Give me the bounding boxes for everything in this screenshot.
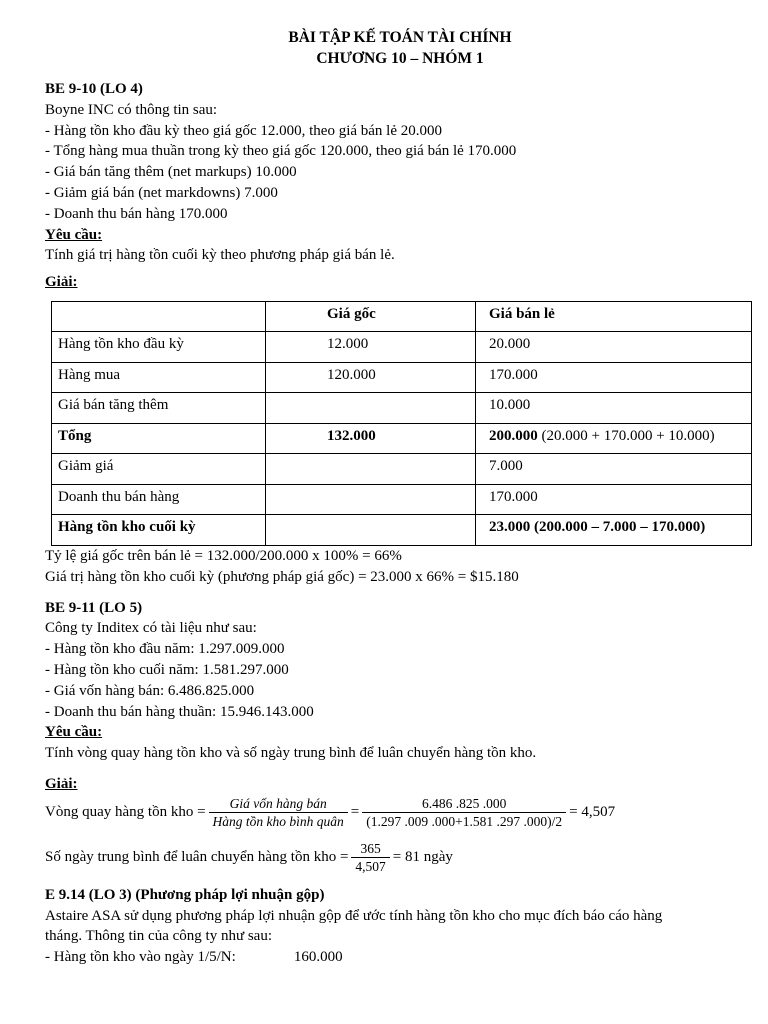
formula-lhs: Vòng quay hàng tồn kho = — [45, 803, 206, 820]
row-retail: 7.000 — [476, 454, 752, 485]
formula-fraction-symbolic — [209, 795, 348, 830]
row-retail: 170.000 — [476, 362, 752, 393]
be910-item: - Tổng hàng mua thuần trong kỳ theo giá gốc 120.000, theo giá bán lẻ 170.000 — [45, 143, 517, 160]
table-row-total — [52, 423, 752, 454]
row-retail — [476, 423, 752, 454]
table-row — [52, 362, 752, 393]
ending-value-line: Giá trị hàng tồn kho cuối kỳ (phương pháp giá gốc) = 23.000 x 66% = $15.180 — [45, 568, 519, 585]
fraction-numerator: Giá vốn hàng bán — [229, 795, 327, 811]
table-header-cell — [52, 301, 266, 332]
days-formula — [45, 840, 755, 875]
be911-requirement-label: Yêu cầu: — [45, 724, 103, 741]
row-cost — [266, 393, 476, 424]
formula-fraction — [351, 840, 389, 875]
table-row — [52, 393, 752, 424]
be910-requirement-text: Tính giá trị hàng tồn cuối kỳ theo phương pháp giá bán lẻ. — [45, 247, 395, 264]
fraction-denominator: 4,507 — [351, 857, 389, 875]
retail-method-table — [51, 301, 752, 546]
be910-solution-label: Giải: — [45, 274, 78, 291]
row-retail: 170.000 — [476, 484, 752, 515]
row-label: Giá bán tăng thêm — [52, 393, 266, 424]
be911-item: - Hàng tồn kho đầu năm: 1.297.009.000 — [45, 641, 285, 658]
row-label: Hàng tồn kho đầu kỳ — [52, 332, 266, 363]
formula-equals: = — [350, 803, 360, 820]
row-label: Tổng — [52, 423, 266, 454]
e914-item — [45, 947, 755, 968]
be910-item: - Doanh thu bán hàng 170.000 — [45, 205, 228, 222]
fraction-denominator: Hàng tồn kho bình quân — [209, 812, 348, 830]
row-label: Giảm giá — [52, 454, 266, 485]
table-row — [52, 454, 752, 485]
row-label: Doanh thu bán hàng — [52, 484, 266, 515]
be911-intro: Công ty Inditex có tài liệu như sau: — [45, 620, 257, 637]
row-cost — [266, 515, 476, 546]
row-cost: 120.000 — [266, 362, 476, 393]
formula-result: = 4,507 — [569, 803, 616, 820]
row-cost: 12.000 — [266, 332, 476, 363]
be910-item: - Giảm giá bán (net markdowns) 7.000 — [45, 184, 278, 201]
formula-result: = 81 ngày — [392, 848, 453, 865]
row-retail: 23.000 (200.000 – 7.000 – 170.000) — [476, 515, 752, 546]
section-heading-be911: BE 9-11 (LO 5) — [45, 599, 143, 616]
table-header-retail: Giá bán lẻ — [476, 301, 752, 332]
cost-ratio-line: Tỷ lệ giá gốc trên bán lẻ = 132.000/200.000 x 100% = 66% — [45, 547, 402, 564]
row-retail-value: 200.000 — [489, 427, 538, 444]
document-title — [45, 27, 755, 69]
row-label: Hàng tồn kho cuối kỳ — [52, 515, 266, 546]
be911-item: - Doanh thu bán hàng thuần: 15.946.143.000 — [45, 703, 314, 720]
document-page — [45, 27, 755, 968]
fraction-numerator: 6.486 .825 .000 — [421, 795, 507, 811]
be911-solution-label: Giải: — [45, 775, 78, 792]
be911-requirement-text: Tính vòng quay hàng tồn kho và số ngày trung bình để luân chuyển hàng tồn kho. — [45, 745, 537, 762]
formula-fraction-numeric — [362, 795, 566, 830]
row-cost: 132.000 — [266, 423, 476, 454]
row-retail: 20.000 — [476, 332, 752, 363]
row-cost — [266, 454, 476, 485]
formula-lhs: Số ngày trung bình để luân chuyển hàng tồn kho = — [45, 848, 349, 865]
table-row — [52, 484, 752, 515]
item-label: - Hàng tồn kho vào ngày 1/5/N: — [45, 949, 236, 966]
be910-intro: Boyne INC có thông tin sau: — [45, 101, 218, 118]
turnover-formula — [45, 795, 755, 830]
row-label: Hàng mua — [52, 362, 266, 393]
be910-item: - Giá bán tăng thêm (net markups) 10.000 — [45, 164, 297, 181]
table-header-row — [52, 301, 752, 332]
item-value: 160.000 — [293, 949, 343, 966]
row-retail: 10.000 — [476, 393, 752, 424]
table-header-cost: Giá gốc — [266, 301, 476, 332]
title-line-2: CHƯƠNG 10 – NHÓM 1 — [316, 50, 484, 67]
e914-text: tháng. Thông tin của công ty như sau: — [45, 928, 272, 945]
be911-item: - Hàng tồn kho cuối năm: 1.581.297.000 — [45, 661, 289, 678]
be910-item: - Hàng tồn kho đầu kỳ theo giá gốc 12.000, theo giá bán lẻ 20.000 — [45, 122, 443, 139]
table-row — [52, 332, 752, 363]
title-line-1: BÀI TẬP KẾ TOÁN TÀI CHÍNH — [288, 29, 512, 46]
table-row-ending — [52, 515, 752, 546]
fraction-denominator: (1.297 .009 .000+1.581 .297 .000)/2 — [362, 812, 566, 830]
be911-item: - Giá vốn hàng bán: 6.486.825.000 — [45, 682, 255, 699]
fraction-numerator: 365 — [360, 840, 381, 856]
e914-text: Astaire ASA sử dụng phương pháp lợi nhuận gộp để ước tính hàng tồn kho cho mục đích báo cáo hàng — [45, 907, 663, 924]
row-retail-note: (20.000 + 170.000 + 10.000) — [537, 427, 715, 444]
section-heading-be910: BE 9-10 (LO 4) — [45, 81, 143, 97]
row-cost — [266, 484, 476, 515]
section-heading-e914: E 9.14 (LO 3) (Phương pháp lợi nhuận gộp) — [45, 886, 325, 903]
be910-requirement-label: Yêu cầu: — [45, 226, 103, 243]
